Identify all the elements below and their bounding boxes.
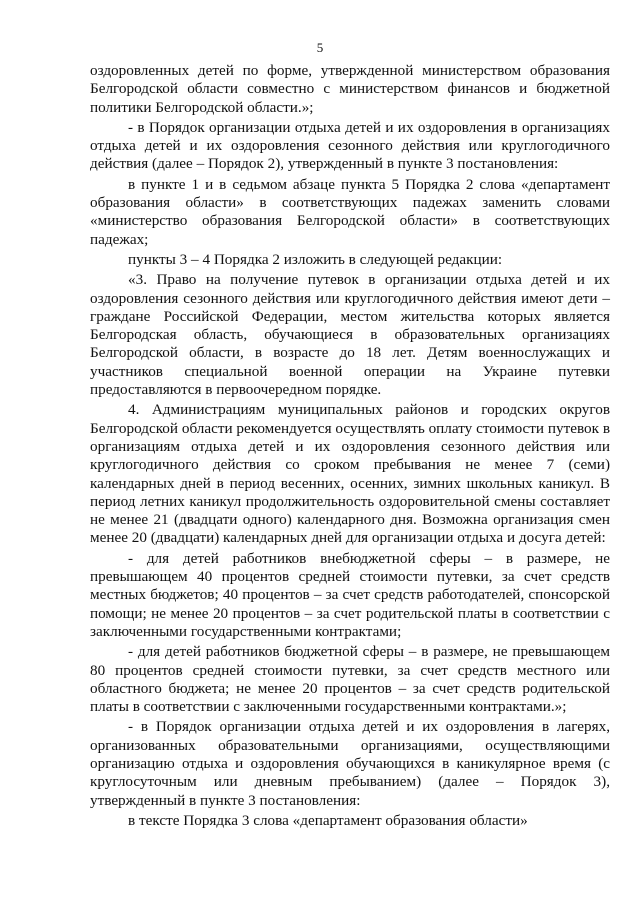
paragraph-10: в тексте Порядка 3 слова «департамент образования области» [128, 811, 528, 829]
paragraph-7: - для детей работников внебюджетной сферы – в размере, не превышающем 40 процентов средней стоимости путевки, за счет средств местных бюджетов; 40 процентов – за счет средств работодателей, спонсорской помощи; не менее 20 процентов – за счет родительской платы в соответствии с заключенными государственными контрактами; [90, 549, 610, 640]
paragraph-5: «3. Право на получение путевок в организации отдыха детей и их оздоровления сезонного действия или круглогодичного действия имеют дети – граждане Российской Федерации, местом жительства которых является Белгородская область, обучающиеся в образовательных организациях Белгородской области, в возрасте до 18 лет. Детям военнослужащих и участников специальной военной операции на Украине путевки предоставляются в первоочередном порядке. [90, 271, 610, 399]
paragraph-9: - в Порядок организации отдыха детей и их оздоровления в лагерях, организованных образовательными организациями, осуществляющими организацию отдыха и оздоровления обучающихся в каникулярное время (с круглосуточным или дневным пребыванием) (далее – Порядок 3), утвержденный в пункте 3 постановления: [90, 718, 610, 809]
paragraph-3: в пункте 1 и в седьмом абзаце пункта 5 Порядка 2 слова «департамент образования области» в соответствующих падежах заменить словами «министерство образования Белгородской области» в соответствующих падежах; [90, 175, 610, 248]
document-body [90, 62, 610, 830]
page-number: 5 [316, 40, 324, 55]
paragraph-6: 4. Администрациям муниципальных районов и городских округов Белгородской области рекомендуется осуществлять оплату стоимости путевок в организациям отдыха детей и их оздоровления сезонного действия или круглогодичного действия со сроком пребывания не менее 7 (семи) календарных дней в период весенних, осенних, зимних школьных каникул. В период летних каникул продолжительность оздоровительной смены составляет не менее 21 (двадцати одного) календарного дня. Возможна организация смен менее 20 (двадцати) календарных дней для организации отдыха и досуга детей: [90, 401, 610, 547]
paragraph-4: пункты 3 – 4 Порядка 2 изложить в следующей редакции: [128, 250, 503, 268]
paragraph-2: - в Порядок организации отдыха детей и их оздоровления в организациях отдыха детей и их оздоровления сезонного действия или круглогодичного действия (далее – Порядок 2), утвержденный в пункте 3 постановления: [90, 118, 610, 173]
paragraph-8: - для детей работников бюджетной сферы – в размере, не превышающем 80 процентов средней стоимости путевки, за счет средств местного или областного бюджета; не менее 20 процентов – за счет средств родительской платы в соответствии с заключенными государственными контрактами.»; [90, 643, 610, 716]
paragraph-1: оздоровленных детей по форме, утвержденной министерством образования Белгородской области совместно с министерством финансов и бюджетной политики Белгородской области.»; [90, 62, 610, 116]
